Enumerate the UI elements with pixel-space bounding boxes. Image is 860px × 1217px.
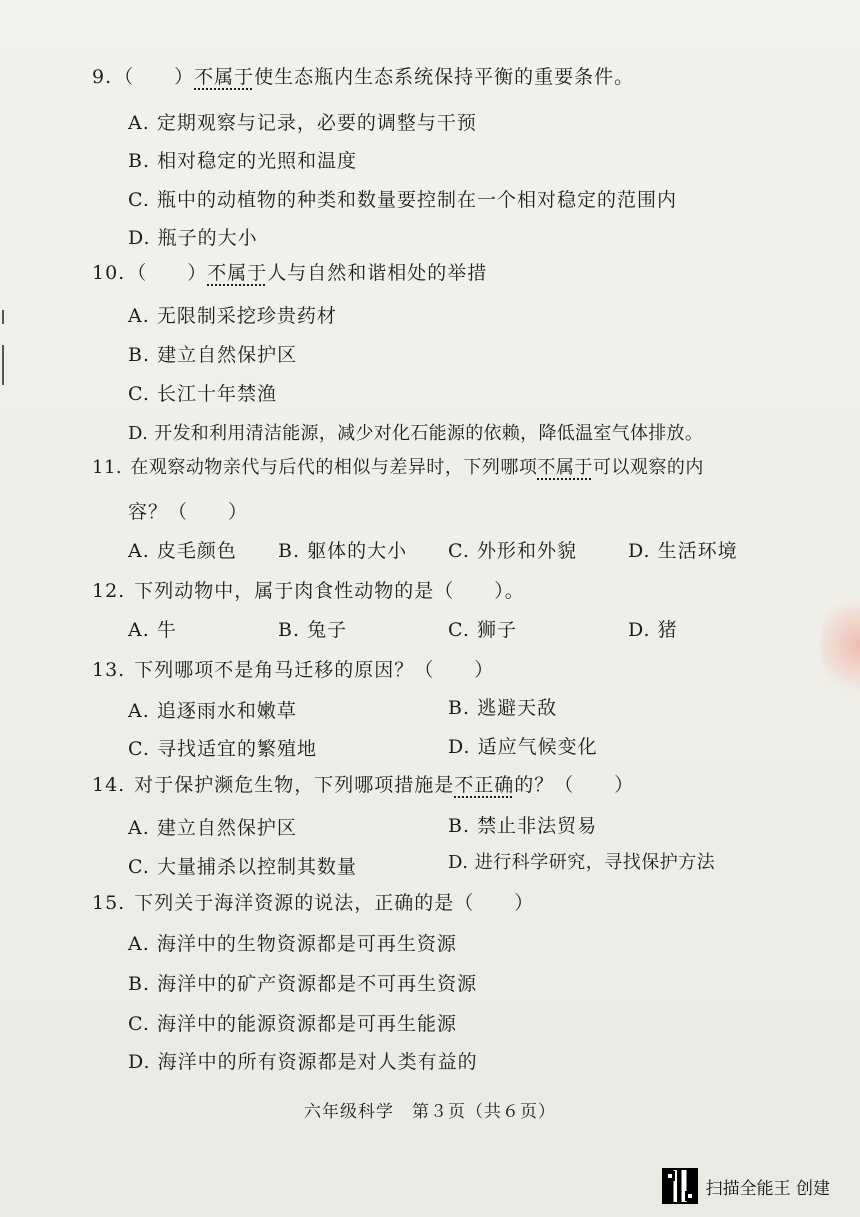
- qr-code-icon: [662, 1168, 698, 1204]
- question-12-stem: 12. 下列动物中，属于肉食性动物的是（ ）。: [92, 580, 525, 602]
- question-15-option-b: B. 海洋中的矿产资源都是不可再生资源: [128, 973, 478, 995]
- question-15-option-c: C. 海洋中的能源资源都是可再生能源: [128, 1013, 457, 1035]
- question-9-option-a: A. 定期观察与记录，必要的调整与干预: [128, 112, 477, 134]
- question-9-option-d: D. 瓶子的大小: [128, 227, 258, 249]
- question-14-option-a: A. 建立自然保护区: [128, 817, 297, 839]
- question-11-option-a: A. 皮毛颜色: [128, 540, 237, 562]
- question-12-option-c: C. 狮子: [448, 619, 517, 641]
- question-9-stem: 9. （ ）不属于使生态瓶内生态系统保持平衡的重要条件。: [92, 66, 635, 88]
- question-9-option-b: B. 相对稳定的光照和温度: [128, 150, 358, 172]
- question-13-option-a: A. 追逐雨水和嫩草: [128, 700, 297, 722]
- question-13-stem: 13. 下列哪项不是角马迁移的原因？（ ）: [92, 659, 495, 681]
- question-15-option-a: A. 海洋中的生物资源都是可再生资源: [128, 933, 457, 955]
- edge-mark: [2, 345, 4, 385]
- page-footer: 六年级科学 第３页（共６页）: [304, 1102, 556, 1122]
- question-14-option-c: C. 大量捕杀以控制其数量: [128, 856, 357, 878]
- question-11-stem: 11. 在观察动物亲代与后代的相似与差异时，下列哪项不属于可以观察的内: [92, 457, 704, 478]
- question-10-option-c: C. 长江十年禁渔: [128, 383, 277, 405]
- question-13-option-c: C. 寻找适宜的繁殖地: [128, 738, 317, 760]
- question-11-option-b: B. 躯体的大小: [278, 540, 408, 562]
- question-10-option-a: A. 无限制采挖珍贵药材: [128, 305, 337, 327]
- paper-stain: [820, 590, 860, 700]
- question-12-option-a: A. 牛: [128, 619, 177, 641]
- question-10-option-b: B. 建立自然保护区: [128, 344, 298, 366]
- scanner-watermark: [662, 1168, 830, 1204]
- question-11-stem-continued: 容？（ ）: [128, 501, 249, 523]
- question-10-stem: 10. （ ）不属于人与自然和谐相处的举措: [92, 262, 488, 284]
- question-15-option-d: D. 海洋中的所有资源都是对人类有益的: [128, 1051, 478, 1073]
- watermark-text: 扫描全能王 创建: [705, 1178, 830, 1199]
- question-12-option-b: B. 兔子: [278, 619, 348, 641]
- question-14-option-d: D. 进行科学研究，寻找保护方法: [448, 852, 716, 873]
- edge-mark: [2, 310, 4, 324]
- question-9-option-c: C. 瓶中的动植物的种类和数量要控制在一个相对稳定的范围内: [128, 189, 677, 211]
- question-15-stem: 15. 下列关于海洋资源的说法，正确的是（ ）: [92, 892, 535, 914]
- question-11-option-d: D. 生活环境: [628, 540, 738, 562]
- question-13-option-b: B. 逃避天敌: [448, 697, 558, 719]
- question-14-stem: 14. 对于保护濒危生物，下列哪项措施是不正确的？（ ）: [92, 774, 635, 796]
- question-12-option-d: D. 猪: [628, 619, 678, 641]
- question-13-option-d: D. 适应气候变化: [448, 736, 598, 758]
- question-14-option-b: B. 禁止非法贸易: [448, 815, 598, 837]
- question-11-option-c: C. 外形和外貌: [448, 540, 577, 562]
- question-10-option-d: D. 开发和利用清洁能源，减少对化石能源的依赖，降低温室气体排放。: [128, 423, 704, 444]
